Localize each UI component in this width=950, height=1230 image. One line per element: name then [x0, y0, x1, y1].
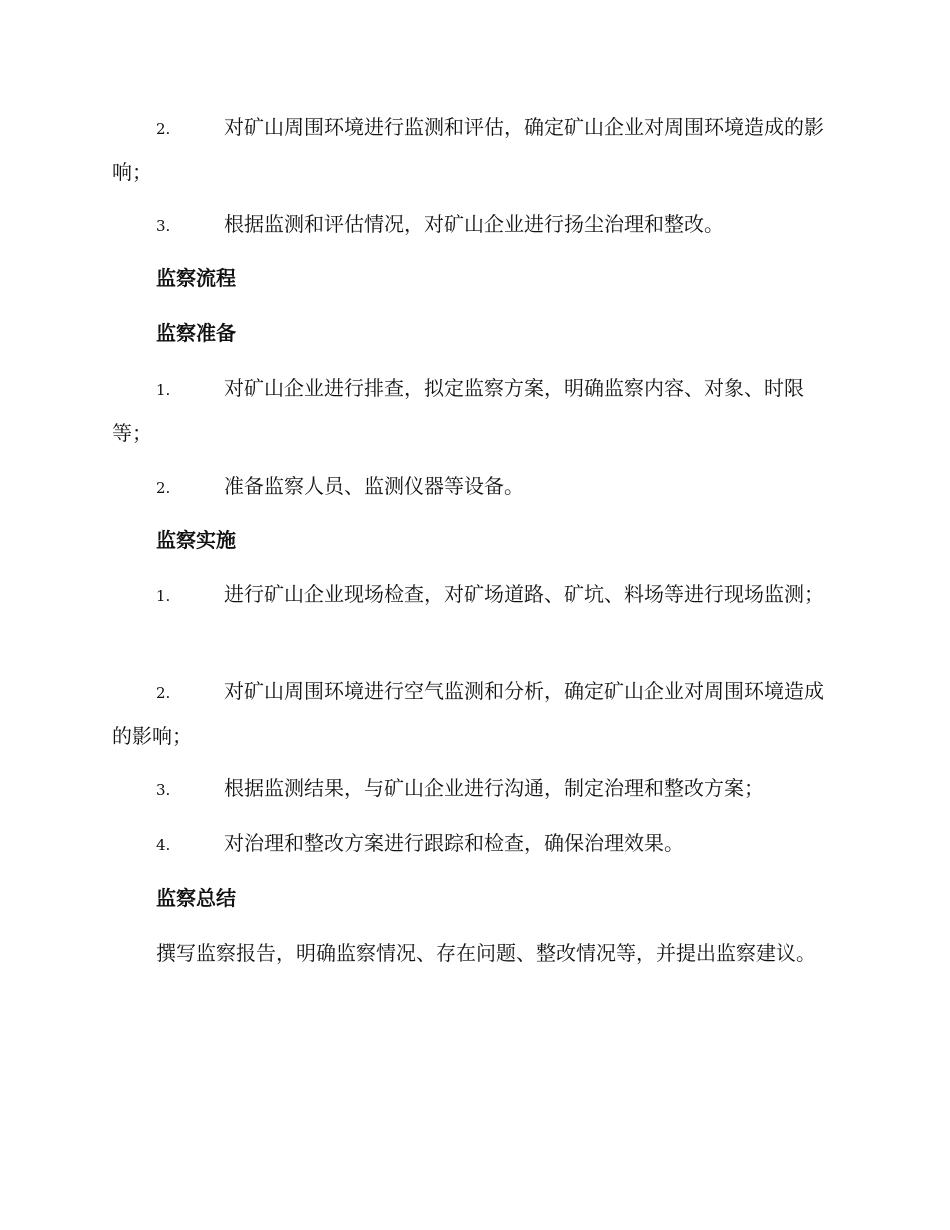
list-item [112, 822, 832, 867]
list-number: 3. [156, 781, 171, 799]
list-item [112, 573, 832, 618]
list-item [112, 767, 832, 812]
list-number: 4. [156, 836, 171, 854]
list-item [112, 670, 832, 758]
list-text: 对矿山企业进行排查，拟定监察方案，明确监察内容、对象、时限等； [112, 376, 804, 445]
list-item [112, 367, 832, 455]
section-heading: 监察总结 [156, 886, 236, 910]
list-text: 准备监察人员、监测仪器等设备。 [224, 474, 524, 498]
list-text: 根据监测结果，与矿山企业进行沟通，制定治理和整改方案； [224, 776, 764, 800]
list-text: 进行矿山企业现场检查，对矿场道路、矿坑、料场等进行现场监测； [224, 582, 824, 606]
list-item [112, 106, 832, 194]
list-number: 3. [156, 217, 171, 235]
list-number: 2. [156, 120, 171, 138]
section-heading: 监察准备 [156, 321, 236, 345]
list-number: 2. [156, 479, 171, 497]
list-text: 根据监测和评估情况，对矿山企业进行扬尘治理和整改。 [224, 212, 724, 236]
list-number: 2. [156, 684, 171, 702]
section-heading: 监察流程 [156, 266, 236, 290]
list-item [112, 203, 832, 248]
list-text: 对矿山周围环境进行空气监测和分析，确定矿山企业对周围环境造成的影响； [112, 679, 824, 748]
list-item [112, 465, 832, 510]
list-text: 对矿山周围环境进行监测和评估，确定矿山企业对周围环境造成的影响； [112, 115, 824, 184]
list-text: 对治理和整改方案进行跟踪和检查，确保治理效果。 [224, 831, 684, 855]
section-heading: 监察实施 [156, 528, 236, 552]
list-number: 1. [156, 381, 171, 399]
list-number: 1. [156, 587, 171, 605]
summary-paragraph: 撰写监察报告，明确监察情况、存在问题、整改情况等，并提出监察建议。 [156, 941, 816, 965]
